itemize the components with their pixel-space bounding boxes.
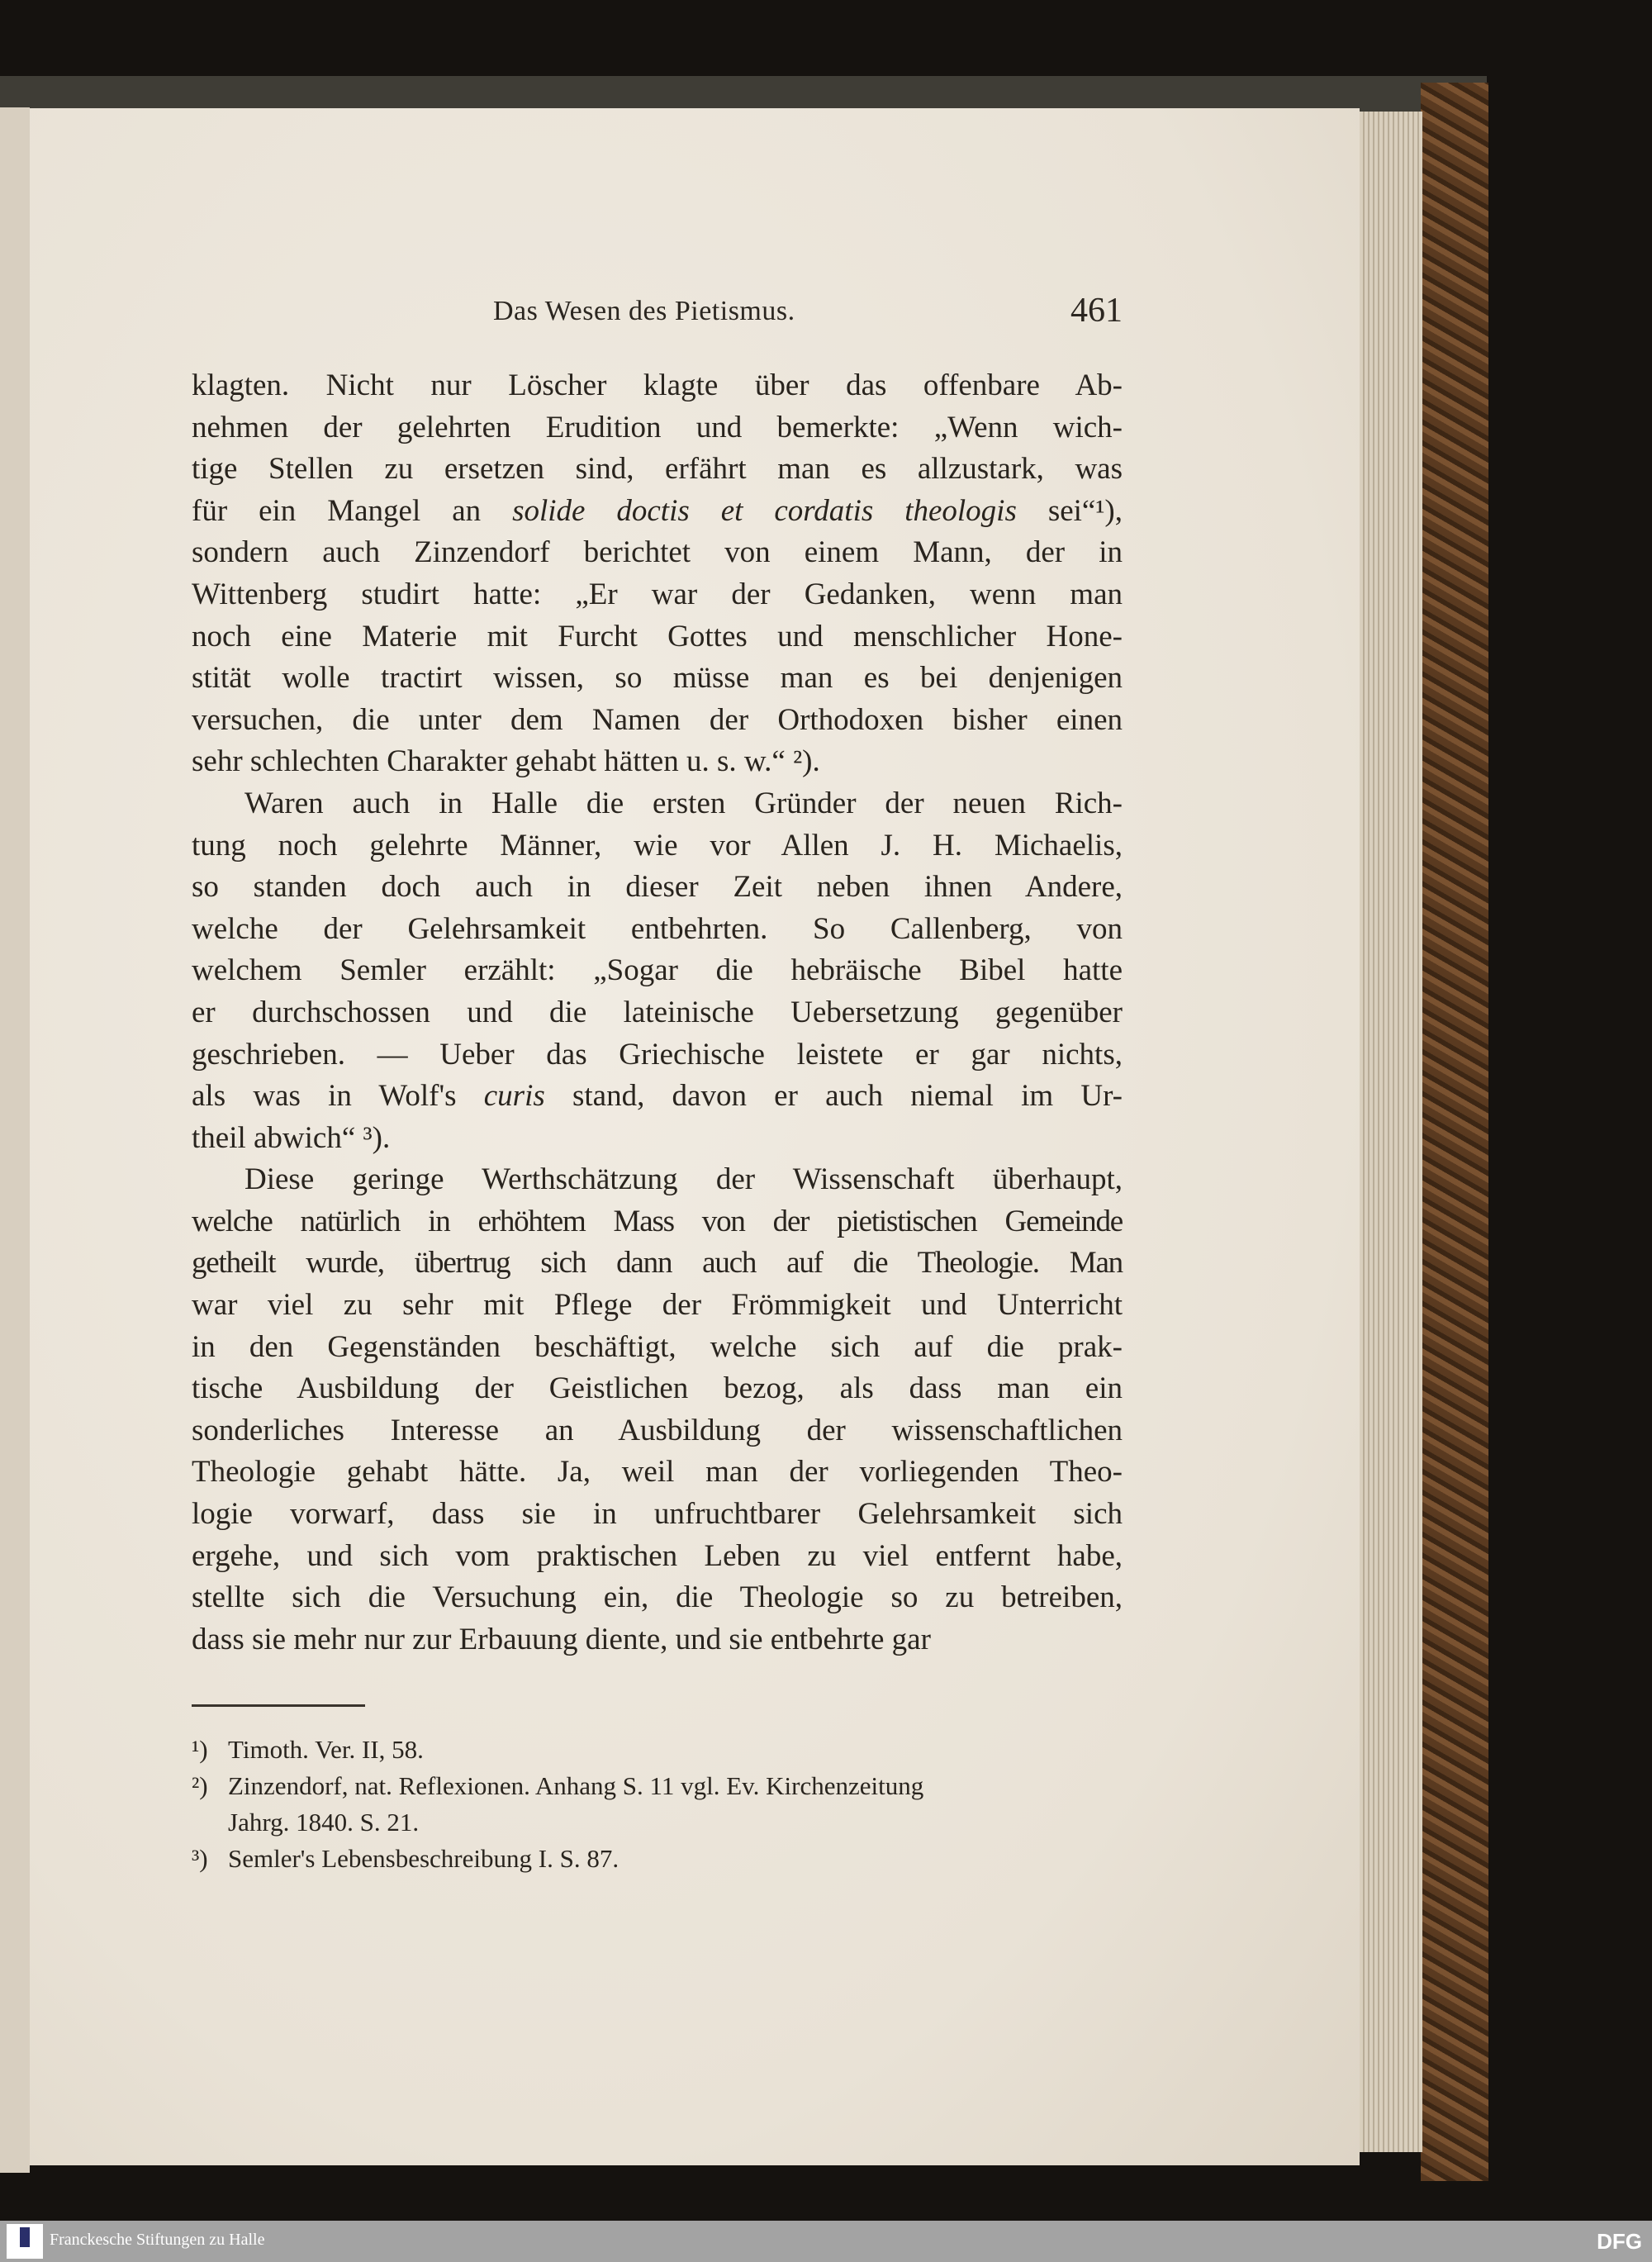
text-line: getheilt wurde, übertrug sich dann auch auf die Theologie. Man (192, 1246, 1123, 1281)
text-line: sonderliches Interesse an Ausbildung der wissenschaftlichen (192, 1413, 1123, 1447)
text-segment: stand, davon er auch niemal im Ur- (544, 1079, 1123, 1114)
footnote-3 (192, 1841, 923, 1877)
text-line: Wittenberg studirt hatte: „Er war der Gedanken, wenn man (192, 577, 1123, 611)
text-line: in den Gegenständen beschäftigt, welche sich auf die prak- (192, 1329, 1123, 1364)
footnote-marker: ²) (192, 1771, 208, 1800)
institution-name[interactable]: Franckesche Stiftungen zu Halle (50, 2231, 265, 2249)
text-line (192, 1076, 1123, 1118)
italic-phrase: solide doctis et cordatis theologis (512, 493, 1017, 528)
footnotes (192, 1732, 923, 1877)
footnote-1 (192, 1732, 923, 1768)
text-line: war viel zu sehr mit Pflege der Frömmigkeit und Unterricht (192, 1288, 1123, 1323)
text-line: Waren auch in Halle die ersten Gründer der neuen Rich- (244, 786, 1123, 820)
text-line: klagten. Nicht nur Löscher klagte über das offenbare Ab- (192, 368, 1123, 402)
text-line: stellte sich die Versuchung ein, die Theologie so zu betreiben, (192, 1580, 1123, 1615)
text-line: ergehe, und sich vom praktischen Leben zu viel entfernt habe, (192, 1538, 1123, 1573)
text-line: stität wolle tractirt wissen, so müsse man es bei denjenigen (192, 661, 1123, 696)
page-number: 461 (1070, 292, 1123, 330)
text-line: sondern auch Zinzendorf berichtet von einem Mann, der in (192, 535, 1123, 570)
institution-logo[interactable] (7, 2224, 43, 2259)
text-line: geschrieben. — Ueber das Griechische leistete er gar nichts, (192, 1037, 1123, 1072)
text-line: noch eine Materie mit Furcht Gottes und menschlicher Hone- (192, 619, 1123, 653)
page-header (192, 291, 1123, 332)
facing-page-edge (0, 107, 30, 2173)
text-line: welche der Gelehrsamkeit entbehrten. So Callenberg, von (192, 911, 1123, 946)
footnote-text: Semler's Lebensbeschreibung I. S. 87. (228, 1844, 620, 1873)
book-cover-marbled (1421, 83, 1488, 2181)
text-line: Theologie gehabt hätte. Ja, weil man der vorliegenden Theo- (192, 1455, 1123, 1490)
text-line: tige Stellen zu ersetzen sind, erfährt man es allzustark, was (192, 452, 1123, 487)
footnote-text: Timoth. Ver. II, 58. (228, 1735, 424, 1764)
page-edges (1355, 112, 1422, 2152)
text-line: nehmen der gelehrten Erudition und bemerkte: „Wenn wich- (192, 410, 1123, 444)
viewer-footer-bar (0, 2221, 1652, 2262)
footnote-marker: ³) (192, 1844, 208, 1873)
text-line: dass sie mehr nur zur Erbauung diente, und sie entbehrte gar (192, 1622, 931, 1656)
text-line: logie vorwarf, dass sie in unfruchtbarer Gelehrsamkeit sich (192, 1497, 1123, 1532)
text-segment: sei“¹), (1016, 493, 1123, 528)
text-line: er durchschossen und die lateinische Uebersetzung gegenüber (192, 995, 1123, 1029)
text-line: versuchen, die unter dem Namen der Orthodoxen bisher einen (192, 702, 1123, 737)
text-line: tung noch gelehrte Männer, wie vor Allen J. H. Michaelis, (192, 828, 1123, 863)
body-text (192, 365, 1123, 1661)
text-line: welche natürlich in erhöhtem Mass von der pietistischen Gemeinde (192, 1204, 1123, 1238)
text-line: so standen doch auch in dieser Zeit neben ihnen Andere, (192, 870, 1123, 905)
text-line (192, 491, 1123, 533)
running-title: Das Wesen des Pietismus. (493, 296, 795, 326)
text-line: welchem Semler erzählt: „Sogar die hebräische Bibel hatte (192, 953, 1123, 988)
footnote-marker: ¹) (192, 1735, 208, 1764)
text-line: tische Ausbildung der Geistlichen bezog, als dass man ein (192, 1371, 1123, 1406)
text-line: Diese geringe Werthschätzung der Wissenschaft überhaupt, (244, 1162, 1123, 1197)
footnote-2 (192, 1768, 923, 1804)
text-segment: als was in Wolf's (192, 1079, 484, 1114)
text-line: sehr schlechten Charakter gehabt hätten u. s. w.“ ²). (192, 744, 820, 779)
text-segment: für ein Mangel an (192, 493, 513, 528)
italic-phrase: curis (483, 1079, 545, 1114)
dfg-logo[interactable]: DFG (1597, 2229, 1642, 2254)
footnote-text: Zinzendorf, nat. Reflexionen. Anhang S. 11 vgl. Ev. Kirchenzeitung (228, 1771, 924, 1800)
footnote-rule (192, 1704, 365, 1707)
text-line: theil abwich“ ³). (192, 1120, 391, 1155)
footnote-2-continuation: Jahrg. 1840. S. 21. (228, 1808, 420, 1837)
